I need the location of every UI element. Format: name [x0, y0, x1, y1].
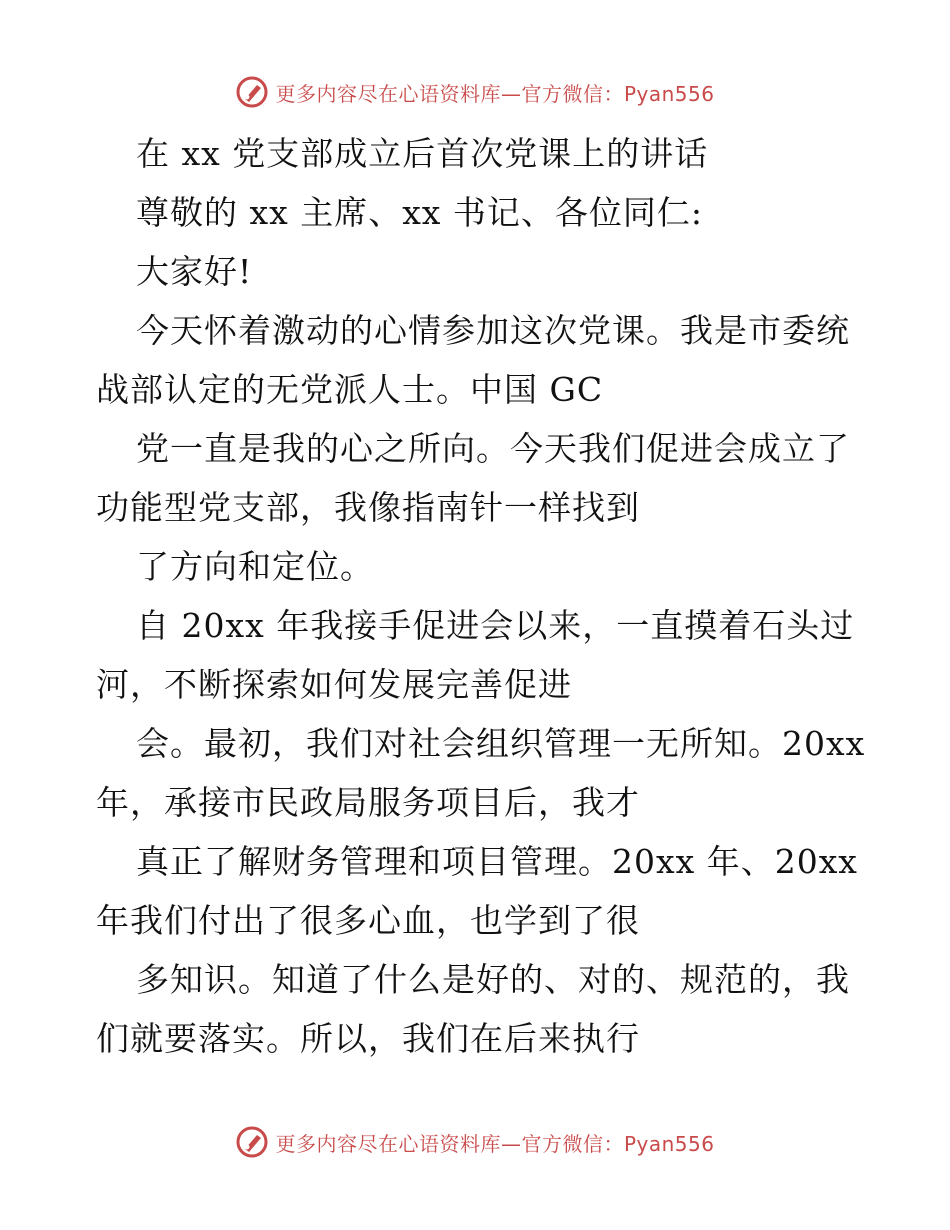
watermark-text: 更多内容尽在心语资料库—官方微信：Pyan556 [275, 1131, 715, 1156]
paragraph-line: 多知识。知道了什么是好的、对的、规范的，我 [136, 960, 850, 999]
paragraph-line: 真正了解财务管理和项目管理。20xx 年、20xx [136, 842, 858, 881]
paragraph-line: 们就要落实。所以，我们在后来执行 [96, 1019, 640, 1058]
paragraph-line: 会。最初，我们对社会组织管理一无所知。20xx [136, 724, 866, 763]
paragraph-line: 河，不断探索如何发展完善促进 [96, 665, 572, 704]
paragraph-line: 年，承接市民政局服务项目后，我才 [96, 783, 640, 822]
footer-watermark-banner [0, 1122, 950, 1162]
header-watermark-banner [0, 72, 950, 112]
greeting: 大家好! [136, 252, 253, 291]
paragraph-line: 战部认定的无党派人士。中国 GC [96, 370, 604, 409]
paragraph-line: 功能型党支部，我像指南针一样找到 [96, 488, 640, 527]
salutation: 尊敬的 xx 主席、xx 书记、各位同仁: [136, 193, 704, 232]
paragraph-line: 自 20xx 年我接手促进会以来，一直摸着石头过 [136, 606, 855, 645]
paragraph-line: 党一直是我的心之所向。今天我们促进会成立了 [136, 429, 850, 468]
document-title: 在 xx 党支部成立后首次党课上的讲话 [136, 134, 709, 173]
pen-logo-icon [235, 75, 269, 109]
paragraph-line: 了方向和定位。 [136, 547, 374, 586]
paragraph-line: 年我们付出了很多心血，也学到了很 [96, 901, 640, 940]
document-body [96, 124, 866, 1068]
paragraph-line: 今天怀着激动的心情参加这次党课。我是市委统 [136, 311, 850, 350]
watermark-text: 更多内容尽在心语资料库—官方微信：Pyan556 [275, 81, 715, 106]
pen-logo-icon [235, 1125, 269, 1159]
